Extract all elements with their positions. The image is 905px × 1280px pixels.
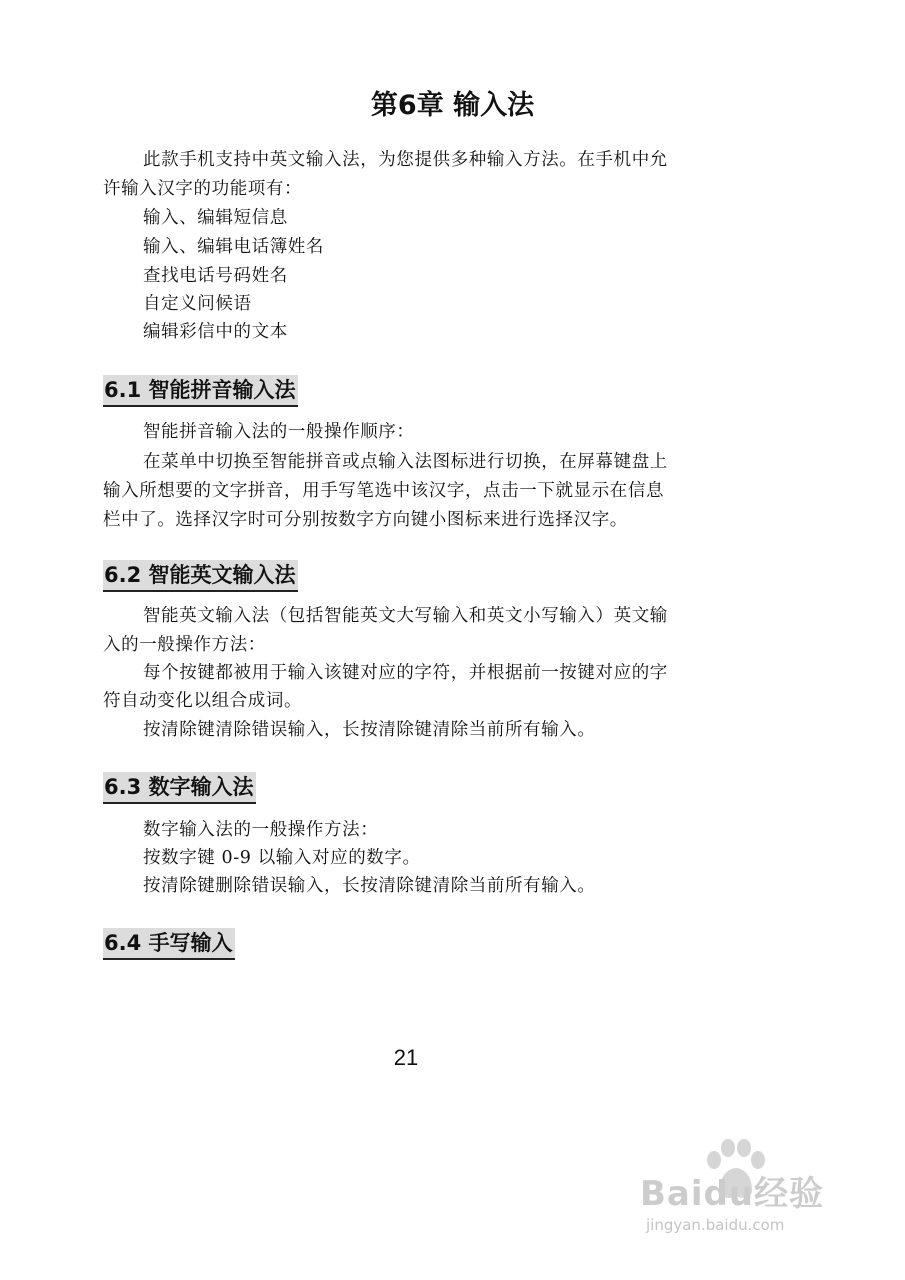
section-6-2-line: 按清除键清除错误输入，长按清除键清除当前所有输入。 (143, 720, 596, 740)
section-6-2-line: 入的一般操作方法： (103, 635, 266, 655)
section-6-1-line: 输入所想要的文字拼音，用手写笔选中该汉字，点击一下就显示在信息 (103, 481, 665, 501)
intro-list-item: 编辑彩信中的文本 (143, 322, 288, 342)
section-6-2-line: 智能英文输入法（包括智能英文大写输入和英文小写输入）英文输 (143, 606, 668, 626)
section-heading-6-2: 6.2 智能英文输入法 (103, 560, 298, 592)
section-heading-6-3: 6.3 数字输入法 (103, 772, 256, 804)
page-number: 21 (393, 1045, 419, 1070)
section-6-2-line: 每个按键都被用于输入该键对应的字符，并根据前一按键对应的字 (143, 663, 668, 683)
intro-line: 许输入汉字的功能项有： (103, 179, 303, 199)
section-6-1-line: 智能拼音输入法的一般操作顺序： (143, 422, 415, 442)
intro-list-item: 输入、编辑短信息 (143, 208, 288, 228)
chapter-title: 第6章 输入法 (370, 90, 535, 121)
intro-list-item: 查找电话号码姓名 (143, 266, 288, 286)
intro-list-item: 自定义问候语 (143, 294, 252, 314)
section-6-3-line: 按清除键删除错误输入，长按清除键清除当前所有输入。 (143, 876, 596, 896)
section-6-3-line: 数字输入法的一般操作方法： (143, 820, 379, 840)
section-6-1-line: 栏中了。选择汉字时可分别按数字方向键小图标来进行选择汉字。 (103, 510, 628, 530)
watermark-brand: Baidu经验 (640, 1174, 825, 1214)
section-heading-6-1: 6.1 智能拼音输入法 (103, 375, 298, 407)
section-6-3-line: 按数字键 0-9 以输入对应的数字。 (143, 848, 421, 868)
section-heading-6-4: 6.4 手写输入 (103, 928, 235, 960)
intro-list-item: 输入、编辑电话簿姓名 (143, 237, 324, 257)
section-6-2-line: 符自动变化以组合成词。 (103, 691, 303, 711)
baidu-watermark (640, 1138, 870, 1248)
section-6-1-line: 在菜单中切换至智能拼音或点输入法图标进行切换，在屏幕键盘上 (143, 452, 668, 472)
intro-line: 此款手机支持中英文输入法，为您提供多种输入方法。在手机中允 (143, 150, 668, 170)
watermark-url: jingyan.baidu.com (646, 1216, 785, 1234)
